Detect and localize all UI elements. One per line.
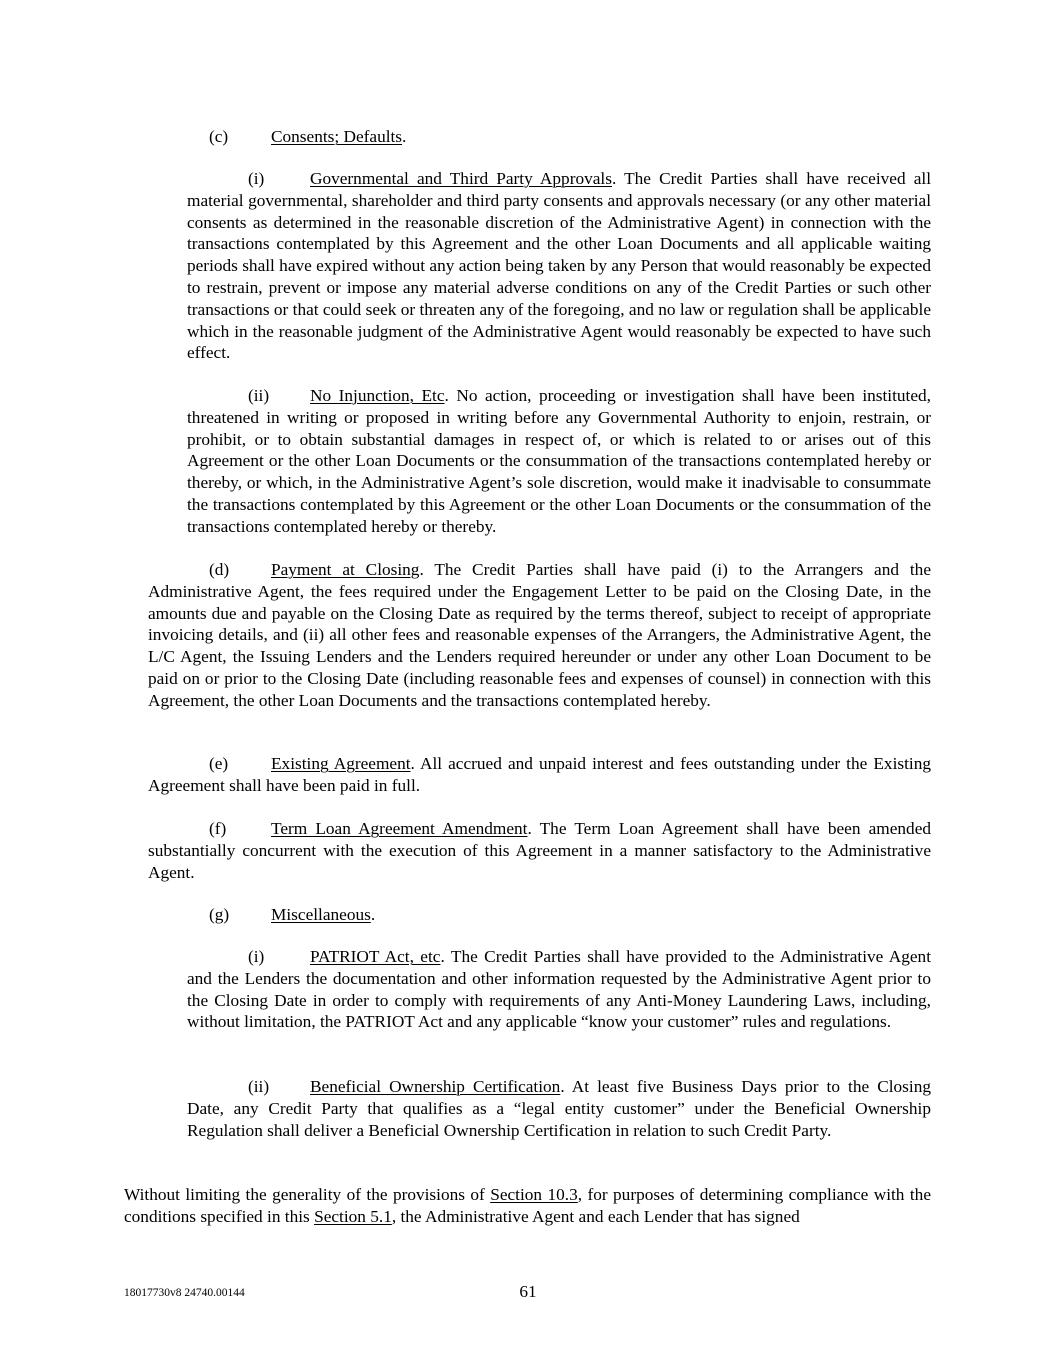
footer-document-id: 18017730v8 24740.00144 (124, 1287, 245, 1299)
closing-paragraph (124, 1184, 931, 1228)
section-d-paragraph (148, 559, 931, 712)
section-g-period: . (370, 905, 376, 924)
section-c-i-paragraph (187, 168, 931, 364)
section-e-number: (e) (209, 754, 229, 773)
section-c-i-title: Governmental and Third Party Approvals (310, 169, 612, 188)
closing-text-2: , for purposes of determining compliance with the conditions specified in this (124, 1185, 931, 1226)
section-g-ii-title: Beneficial Ownership Certification (310, 1077, 561, 1096)
section-f-paragraph (148, 818, 931, 883)
section-g-i-title: PATRIOT Act, etc (310, 947, 441, 966)
section-g-ii-paragraph (187, 1076, 931, 1141)
section-c-number: (c) (209, 127, 229, 146)
section-c-ii-number: (ii) (248, 386, 270, 405)
section-c-heading (209, 126, 406, 148)
section-f-text: . The Term Loan Agreement shall have been amended substantially concurrent with the execution of this Agreement in a manner satisfactory to the Administrative Agent. (148, 819, 932, 882)
closing-text-3: , the Administrative Agent and each Lender that has signed (391, 1206, 800, 1226)
section-f-number: (f) (209, 819, 227, 838)
section-c-ii-paragraph (187, 385, 931, 538)
closing-text-1: Without limiting the generality of the provisions of (124, 1185, 491, 1204)
section-e-paragraph (148, 753, 931, 797)
section-c-i-text: . The Credit Parties shall have received all material governmental, shareholder and third party consents and approvals necessary (or any other material consents as determined in the reasonable discretion of the Administrative Agent) in connection with the transactions contemplated by this Agreement and the other Loan Documents and all applicable waiting periods shall have expired without any action being taken by any Person that would reasonably be expected to restrain, prevent or impose any material adverse conditions on any of the Credit Parties or such other transactions or that could seek or threaten any of the foregoing, and no law or regulation shall be applicable which in the reasonable judgment of the Administrative Agent would reasonably be expected to have such effect. (187, 169, 932, 363)
section-g-title: Miscellaneous (271, 905, 371, 924)
section-g-i-text: . The Credit Parties shall have provided to the Administrative Agent and the Lenders the documentation and other information requested by the Administrative Agent prior to the Closing Date in order to comply with requirements of any Anti-Money Laundering Laws, including, without limitation, the PATRIOT Act and any applicable “know your customer” rules and regulations. (187, 947, 932, 1032)
section-f-title: Term Loan Agreement Amendment (271, 819, 528, 838)
section-g-i-paragraph (187, 946, 931, 1033)
section-g-heading (209, 904, 375, 926)
section-d-title: Payment at Closing (271, 560, 420, 579)
section-e-text: . All accrued and unpaid interest and fees outstanding under the Existing Agreement shall have been paid in full. (148, 754, 931, 795)
section-g-ii-text: . At least five Business Days prior to the Closing Date, any Credit Party that qualifies as a “legal entity customer” under the Beneficial Ownership Regulation shall deliver a Beneficial Ownership Certification in relation to such Credit Party. (187, 1077, 931, 1140)
section-10-3-reference: Section 10.3 (490, 1185, 578, 1204)
section-5-1-reference: Section 5.1 (314, 1206, 392, 1226)
section-c-title: Consents; Defaults (271, 127, 403, 146)
section-c-ii-title: No Injunction, Etc (310, 386, 445, 405)
section-g-ii-number: (ii) (248, 1077, 270, 1096)
section-c-i-number: (i) (248, 169, 265, 188)
section-c-period: . (402, 127, 407, 146)
section-g-i-number: (i) (248, 947, 265, 966)
section-e-title: Existing Agreement (271, 754, 411, 773)
section-d-text: . The Credit Parties shall have paid (i) to the Arrangers and the Administrative Agent, the fees required under the Engagement Letter to be paid on the Closing Date, in the amounts due and payable on the Closing Date as required by the terms thereof, subject to receipt of appropriate invoicing details, and (ii) all other fees and reasonable expenses of the Arrangers, the Administrative Agent, the L/C Agent, the Issuing Lenders and the Lenders required hereunder or under any other Loan Document to be paid on or prior to the Closing Date (including reasonable fees and expenses of counsel) in connection with this Agreement, the other Loan Documents and the transactions contemplated hereby. (148, 560, 931, 710)
section-c-ii-text: . No action, proceeding or investigation shall have been instituted, threatened in writing or proposed in writing before any Governmental Authority to enjoin, restrain, or prohibit, or to obtain substantial damages in respect of, or which is related to or arises out of this Agreement or the other Loan Documents or the consummation of the transactions contemplated hereby or thereby, or which, in the Administrative Agent’s sole discretion, would make it inadvisable to consummate the transactions contemplated by this Agreement or the other Loan Documents or the consummation of the transactions contemplated hereby or thereby. (187, 386, 931, 536)
page-number: 61 (519, 1282, 537, 1301)
section-d-number: (d) (209, 560, 230, 579)
section-g-number: (g) (209, 905, 230, 924)
